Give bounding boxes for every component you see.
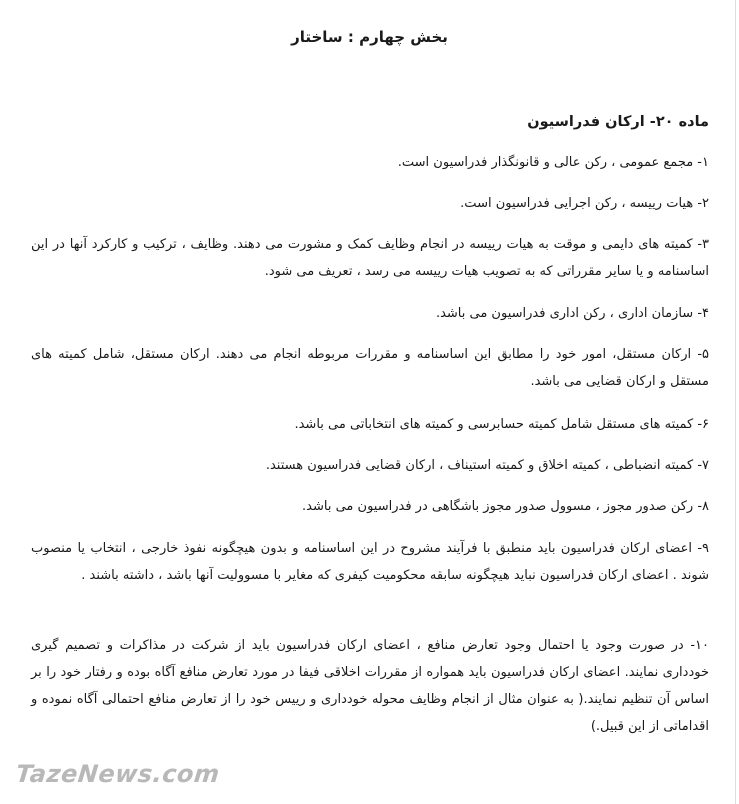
article-item-1: ۱- مجمع عمومی ، رکن عالی و قانونگذار فدراسیون است. (397, 155, 709, 170)
watermark-logo: TazeNews.com (14, 760, 222, 788)
article-item-8: ۸- رکن صدور مجوز ، مسوول صدور مجوز باشگاهی در فدراسیون می باشد. (302, 499, 709, 514)
article-item-6: ۶- کمیته های مستقل شامل کمیته حسابرسی و کمیته های انتخاباتی می باشد. (294, 417, 709, 432)
article-item-9: ۹- اعضای ارکان فدراسیون باید منطبق با فرآیند مشروح در این اساسنامه و بدون هیچگونه نفوذ خارجی ، انتخاب یا منصوب شوند . اعضای ارکان فدراسیون نباید هیچگونه سابقه محکومیت کیفری که مغایر با مسوولیت آنها باشد ، داشته باشند . (31, 541, 709, 583)
section-title: بخش چهارم : ساختار (291, 28, 448, 46)
article-item-3: ۳- کمیته های دایمی و موقت به هیات رییسه در انجام وظایف کمک و مشورت می دهند. وظایف ، ترکیب و کارکرد آنها در این اساسنامه و یا سایر مقرراتی که به تصویب هیات رییسه می رسد ، تعریف می شود. (31, 237, 709, 279)
article-title: ماده ۲۰- ارکان فدراسیون (527, 114, 709, 130)
article-item-2: ۲- هیات رییسه ، رکن اجرایی فدراسیون است. (460, 196, 709, 211)
article-item-10: ۱۰- در صورت وجود یا احتمال وجود تعارض منافع ، اعضای ارکان فدراسیون باید از شرکت در مذاکرات و تصمیم گیری خودداری نمایند. اعضای ارکان فدراسیون باید همواره از مقررات اخلاقی فیفا در مورد تعارض منافع آگاه بوده و رفتار خود را بر اساس آن تنظیم نمایند.( به عنوان مثال از انجام وظایف محوله خودداری و رییس خود را از تعارض منافع احتمالی آگاه نموده و اقداماتی از این قبیل.) (31, 638, 709, 734)
article-item-5: ۵- ارکان مستقل، امور خود را مطابق این اساسنامه و مقررات مربوطه انجام می دهند. ارکان مستقل، شامل کمیته های مستقل و ارکان قضایی می باشد. (31, 347, 709, 389)
article-item-7: ۷- کمیته انضباطی ، کمیته اخلاق و کمیته استیناف ، ارکان قضایی فدراسیون هستند. (265, 458, 709, 473)
page-edge-rule (735, 0, 736, 804)
article-item-4: ۴- سازمان اداری ، رکن اداری فدراسیون می باشد. (435, 306, 709, 321)
